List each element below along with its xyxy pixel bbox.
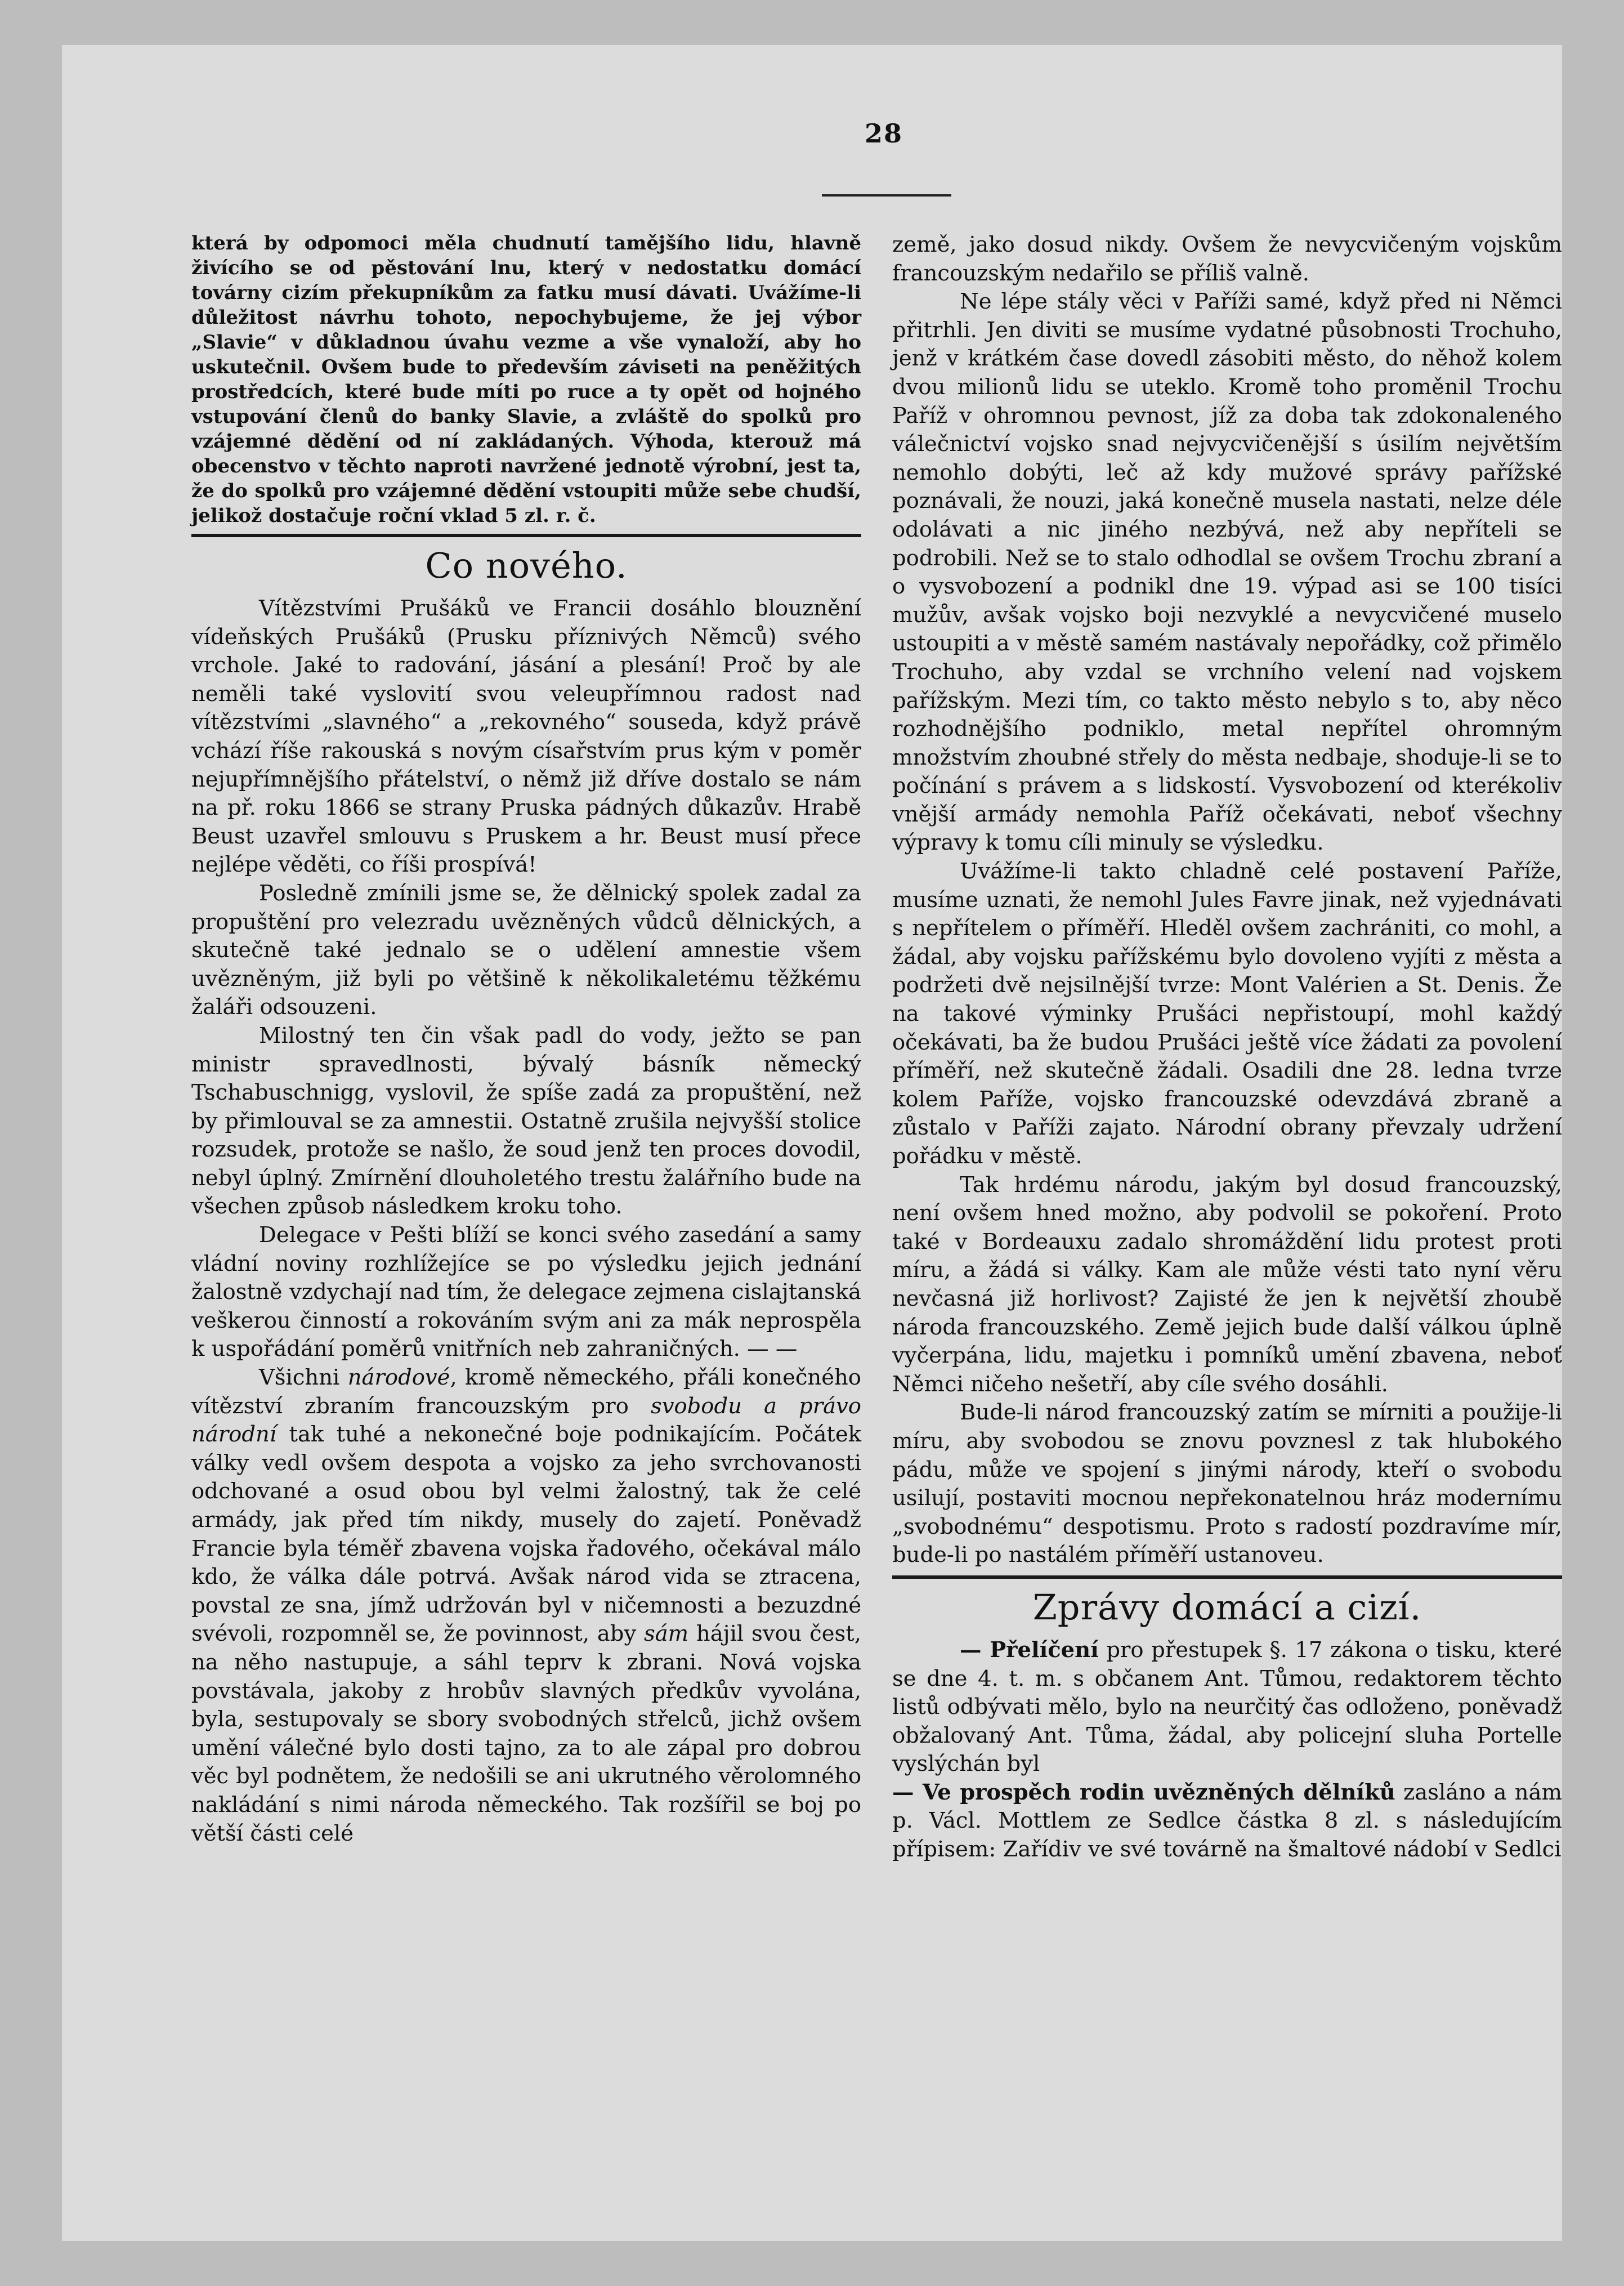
- italic-run: sám: [643, 1621, 689, 1647]
- page-number: 28: [864, 118, 903, 149]
- article-paragraph: Tak hrdému národu, jakým byl dosud francouzský, není ovšem hned možno, aby podvolil se pokoření. Proto také v Bordeauxu zadalo shromáždění lidu protest proti míru, a žádá si války. Kam ale může vésti tato nyní věru nevčasná již horlivost? Zajisté že jen k největší zhoubě národa francouzského. Země jejich bude další válkou úplně vyčerpána, lidu, majetku i pomníků umění zbavena, neboť Němci ničeho nešetří, aby cíle svého dosáhli.: [892, 1172, 1562, 1397]
- article-paragraph: Milostný ten čin však padl do vody, ježto se pan ministr spravedlnosti, bývalý básník německý Tschabuschnigg, vyslovil, že spíše zadá za propuštění, než by přimlouval se za amnestii. Ostatně zrušila nejvyšší stolice rozsudek, protože se našlo, že soud jenž ten proces dovodil, nebyl úplný. Zmírnění dlouholetého trestu žalářního bude na všechen způsob následkem kroku toho.: [191, 1023, 861, 1220]
- news-item-text: pro přestupek §. 17 zákona o tisku, které se dne 4. t. m. s občanem Ant. Tůmou, redaktorem těchto listů odbývati mělo, bylo na neurčitý čas odloženo, poněvadž obžalovaný Ant. Tůma, žádal, aby policejní sluha Portelle vyslýchán byl: [892, 1637, 1562, 1777]
- section-divider: [892, 1575, 1562, 1579]
- article-paragraph: země, jako dosud nikdy. Ovšem že nevycvičeným vojskům francouzským nedařilo se příliš valně.: [892, 232, 1562, 286]
- text-run: tak tuhé a nekonečné boje podnikajícím. Počátek války vedl ovšem despota a vojsko za jeho svrchovanosti odchované a osud obou byl velmi žalostný, tak že celé armády, jak před tím nikdy, musely do zajetí. Poněvadž Francie byla téměř zbavena vojska řadového, očekával málo kdo, že válka dále potrvá. Avšak národ vida se ztracena, povstal ze sna, jímž udržován byl v ničemnosti a bezuzdné svévoli, rozpomněl se, že povinnost, aby: [191, 1422, 861, 1647]
- italic-run: národové: [347, 1365, 450, 1391]
- article-paragraph: [191, 1364, 861, 1848]
- left-column: [191, 231, 861, 1848]
- section-divider: [191, 534, 861, 537]
- article-paragraph: Vítězstvími Prušáků ve Francii dosáhlo blouznění vídeňských Prušáků (Prusku příznivých Němců) svého vrchole. Jaké to radování, jásání a plesání! Proč by ale neměli také vyslovití svou veleupřímnou radost nad vítězstvími „slavného“ a „rekovného“ souseda, když právě vchází říše rakouská s novým císařstvím prus kým v poměr nejupřímnějšího přátelství, o němž již dříve dostalo se nám na př. roku 1866 se strany Pruska pádných důkazův. Hrabě Beust uzavřel smlouvu s Pruskem a hr. Beust musí přece nejlépe věděti, co říši prospívá!: [191, 596, 861, 878]
- page-number-rule: [822, 194, 951, 197]
- article-paragraph: Bude-li národ francouzský zatím se mírniti a použije-li míru, aby svobodou se znovu povznesl z tak hlubokého pádu, může ve spojení s jinými národy, kteří o svobodu usilují, postaviti mocnou nepřekonatelnou hráz modernímu „svobodnému“ despotismu. Proto s radostí pozdravíme mír, bude-li po nastálém příměří ustanoveu.: [892, 1400, 1562, 1568]
- article-paragraph: Ne lépe stály věci v Paříži samé, když před ni Němci přitrhli. Jen diviti se musíme vydatné působnosti Trochuho, jenž v krátkém čase dovedl zásobiti město, do něhož kolem dvou milionů lidu se uteklo. Kromě toho proměnil Trochu Paříž v ohromnou pevnost, jíž za doba tak zdokonaleného válečnictví vojsko snad nejvycvičenější s úsilím největším nemohlo dobýti, leč až kdy mužové správy pařížské poznávali, že nouzi, jaká konečně musela nastati, nelze déle odolávati a nic jiného nezbývá, než aby nepříteli se podrobili. Než se to stalo odhodlal se ovšem Trochu zbraní a o vysvobození a podnikl dne 19. výpad asi se 100 tisíci mužův, avšak vojsko boji nezvyklé a nevycvičené muselo ustoupiti a v městě samém nastávaly nepořádky, což přimělo Trochuho, aby vzdal se vrchního velení nad vojskem pařížským. Mezi tím, co takto město nebylo s to, aby něco rozhodnějšího podniklo, metal nepřítel ohromným množstvím zhoubné střely do města nedbaje, shoduje-li se to počínání s právem a s lidskostí. Vysvobození od kterékoliv vnější armády nemohla Paříž očekávati, neboť všechny výpravy k tomu cíli minuly se výsledku.: [892, 289, 1562, 856]
- section-heading-co-noveho: Co nového.: [425, 545, 628, 586]
- article-paragraph: Uvážíme-li takto chladně celé postavení Paříže, musíme uznati, že nemohl Jules Favre jinak, než vyjednávati s nepřítelem o příměří. Hleděl ovšem zachrániti, co mohl, a žádal, aby vojsku pařížskému bylo dovoleno vyjíti z města a podržeti dvě nejsilnější tvrze: Mont Valérien a St. Denis. Že na takové výminky Prušáci nepřistoupí, mohl každý očekávati, ba že budou Prušáci ještě více žádati za povolení příměří, než skutečně žádali. Osadili dne 28. ledna tvrze kolem Paříže, vojsko francouzské odevzdává zbraně a zůstalo v Paříži zajato. Národní obrany převzaly udržení pořádku v městě.: [892, 859, 1562, 1169]
- right-column: [892, 231, 1562, 1864]
- news-item-lead: — Ve prospěch rodin uvězněných dělníků: [892, 1779, 1395, 1805]
- text-run: , kromě německého, přáli konečného vítězství zbraním francouzským pro: [191, 1365, 861, 1419]
- text-run: Všichni: [259, 1365, 348, 1391]
- intro-paragraph: která by odpomoci měla chudnutí tamějšího lidu, hlavně živícího se od pěstování lnu, který v nedostatku domácí továrny cizím překupníkům za fatku musí dávati. Uvážíme-li důležitost návrhu tohoto, nepochybujeme, že jej výbor „Slavie“ v důkladnou úvahu vezme a vše vynaloží, aby ho uskutečnil. Ovšem bude to především záviseti na peněžitých prostředcích, které bude míti po ruce a ty opět od hojného vstupování členů do banky Slavie, a zvláště do spolků pro vzájemné dědění od ní zakládaných. Výhoda, kterouž má obecenstvo v těchto naproti navržené jednotě výrobní, jest ta, že do spolků pro vzájemné dědění vstoupiti může sebe chudší, jelikož dostačuje roční vklad 5 zl. r. č.: [191, 232, 861, 527]
- newspaper-page: [62, 45, 1562, 2241]
- article-paragraph: Delegace v Pešti blíží se konci svého zasedání a samy vládní noviny rozhlížejíce se po výsledku jejich jednání žalostně vzdychají nad tím, že delegace zejmena cislajtanská veškerou činností a rokováním svým ani za mák neprospěla k uspořádání poměrů vnitřních neb zahraničných. — —: [191, 1222, 861, 1362]
- italic-run: svobodu a právo národní: [191, 1393, 861, 1448]
- article-paragraph: Posledně zmínili jsme se, že dělnický spolek zadal za propuštění pro velezradu uvězněných vůdců dělnických, a skutečně také jednalo se o udělení amnestie všem uvězněným, již byli po většině k několikaletému těžkému žaláři odsouzeni.: [191, 880, 861, 1020]
- news-item: [892, 1779, 1562, 1864]
- news-item-lead: — Přelíčení: [960, 1637, 1099, 1663]
- news-item: [892, 1636, 1562, 1779]
- text-run: hájil svou čest, na něho nastupuje, a sáhl teprv k zbrani. Nová vojska povstávala, jakoby z hrobův slavných předkův vyvolána, byla, sestupovaly se sbory svobodných střelců, jichž ovšem umění válečné bylo dosti tajno, za to ale zápal pro dobrou věc byl podnětem, že nedošili se ani ukrutného věrolomného nakládání s nimi národa německého. Tak rozšířil se boj po větší části celé: [191, 1621, 861, 1846]
- news-item-text: zasláno a nám p. Václ. Mottlem ze Sedlce částka 8 zl. s následujícím přípisem: Zařídiv ve své továrně na šmaltové nádobí v Sedlci: [892, 1779, 1562, 1863]
- section-heading-zpravy: Zprávy domácí a cizí.: [1032, 1586, 1422, 1628]
